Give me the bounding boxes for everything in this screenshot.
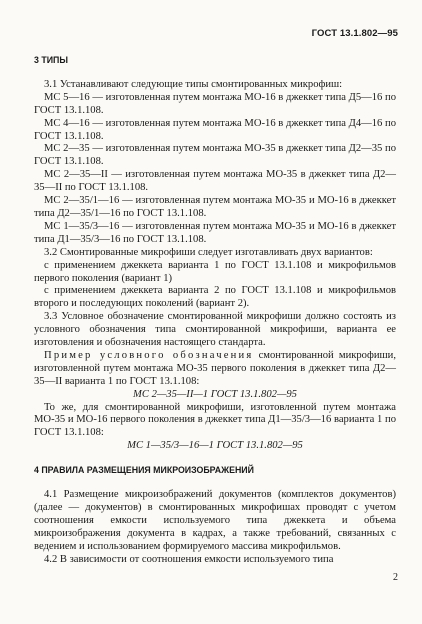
type-ms-4-16: МС 4—16 — изготовленная путем монтажа МО-16 в джеккет типа Д4—16 по ГОСТ 13.1.108.	[34, 117, 396, 142]
page-header: ГОСТ 13.1.802—95	[311, 28, 398, 39]
paragraph-3-3: 3.3 Условное обозначение смонтированной микрофиши должно состоять из условного обозначения типа смонтированной микрофиши, варианта ее изготовления и обозначения настоящего стандарта.	[34, 311, 396, 349]
page-number: 2	[393, 572, 398, 583]
section-3-title: 3 ТИПЫ	[34, 55, 68, 65]
paragraph-3-1: 3.1 Устанавливают следующие типы смонтированных микрофиш:	[44, 78, 343, 90]
type-ms-2-35-ii: МС 2—35—II — изготовленная путем монтажа МО-35 в джеккет типа Д2—35—II по ГОСТ 13.1.108.	[34, 169, 396, 194]
example-text: смонтированной микрофиши, изготовленной путем монтажа МО-35 первого поколения в джеккет типа Д2—35—II варианта 1 по ГОСТ 13.1.108:	[34, 349, 396, 387]
paragraph-4-1: 4.1 Размещение микроизображений документов (комплектов документов) (далее — документов) в смонтированных микрофишах проводят с учетом соотношения емкости используемого типа джеккета и объема микроизображения документа в кадрах, а также требований, связанных с ведением и использованием формируемого массива микрофильмов.	[34, 489, 396, 552]
formula-2: МС 1—35/3—16—1 ГОСТ 13.1.802—95	[127, 440, 303, 452]
type-ms-2-35-1-16: МС 2—35/1—16 — изготовленная путем монтажа МО-35 и МО-16 в джеккет типа Д2—35/1—16 по ГОСТ 13.1.108.	[34, 195, 396, 219]
formula-1: МС 2—35—II—1 ГОСТ 13.1.802—95	[133, 388, 297, 400]
paragraph-3-2: 3.2 Смонтированные микрофиши следует изготавливать двух вариантов:	[44, 246, 373, 258]
paragraph-same: То же, для смонтированной микрофиши, изготовленной путем монтажа МО-35 и МО-16 первого поколения в джеккет типа Д1—35/3—16 варианта 1 по ГОСТ 13.1.108:	[34, 401, 396, 439]
variant-1: с применением джеккета варианта 1 по ГОСТ 13.1.108 и микрофильмов первого поколения (вариант 1)	[34, 259, 396, 284]
example-paragraph	[34, 350, 396, 389]
paragraph-4-2: 4.2 В зависимости от соотношения емкости используемого типа	[44, 553, 334, 565]
page-content	[34, 52, 396, 567]
variant-2: с применением джеккета варианта 2 по ГОСТ 13.1.108 и микрофильмов второго и последующих поколений (вариант 2).	[34, 285, 396, 310]
example-label: Пример условного обозначения	[44, 349, 254, 361]
type-ms-5-16: МС 5—16 — изготовленная путем монтажа МО-16 в джеккет типа Д5—16 по ГОСТ 13.1.108.	[34, 91, 396, 116]
type-ms-1-35-3-16: МС 1—35/3—16 — изготовленная путем монтажа МО-35 и МО-16 в джеккет типа Д1—35/3—16 по ГОСТ 13.1.108.	[34, 220, 396, 245]
section-4-title: 4 ПРАВИЛА РАЗМЕЩЕНИЯ МИКРОИЗОБРАЖЕНИЙ	[34, 465, 254, 476]
type-ms-2-35: МС 2—35 — изготовленная путем монтажа МО-35 в джеккет типа Д2—35 по ГОСТ 13.1.108.	[34, 143, 396, 168]
